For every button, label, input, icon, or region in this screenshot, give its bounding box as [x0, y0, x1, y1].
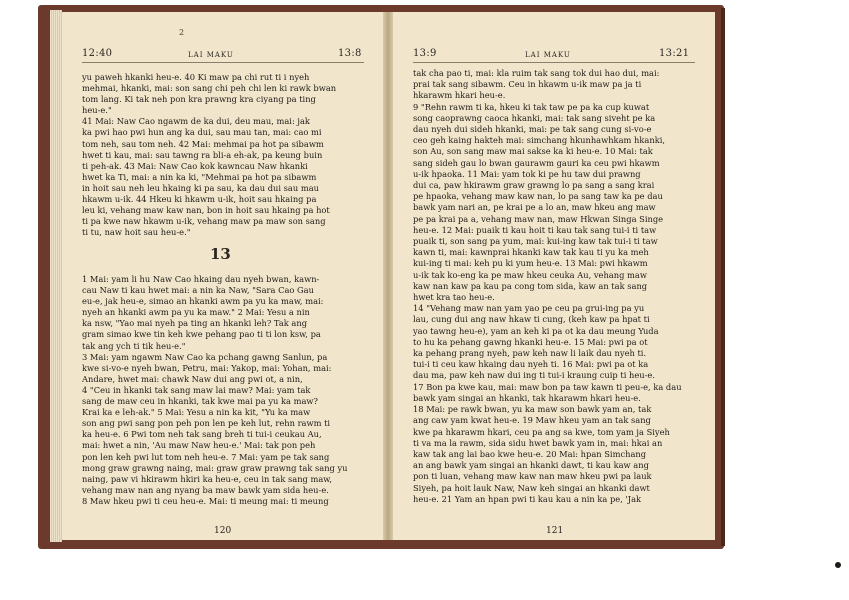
- running-head-right: 13:8: [338, 48, 362, 59]
- left-text-bottom: [82, 274, 364, 507]
- text-line: cau Naw ti kau hwet mai: a nin ka Naw, "Sara Cao Gau: [82, 285, 314, 296]
- text-line: ka nsw, "Yao mai nyeh pa ting an hkanki leh? Tak ang: [82, 318, 308, 329]
- text-line: ka pwi hao pwi hun ang ka dui, sau mau tan, mai: cao mi: [82, 127, 322, 138]
- text-line: son Au, son sang maw mai sakse ka ki heu-e. 10 Mai: tak: [413, 146, 653, 157]
- text-line: yao tawng heu-e), yam an keh ki pa ot ka dau meung Yuda: [413, 325, 659, 336]
- header-rule: [413, 62, 695, 63]
- gutter: [383, 12, 393, 540]
- text-line: naing, paw vi hkirawm hkiri ka heu-e, ceu in tak sang maw,: [82, 473, 333, 484]
- folio-left: 120: [214, 526, 232, 536]
- running-head-title: LAI MAKU: [525, 51, 571, 59]
- text-line: Andare, hwet mai: chawk Naw dui ang pwi ot, a nin,: [82, 373, 303, 384]
- corner-mark: 2: [179, 28, 185, 37]
- text-line: lau, cung dui ang naw hkaw ti cung, (keh kaw pa hpat ti: [413, 314, 650, 325]
- text-line: hwet ti kau, mai: sau tawng ra bli-a eh-ak, pa keung buin: [82, 149, 323, 160]
- text-line: ang caw yam kwat heu-e. 19 Maw hkeu yam an tak sang: [413, 415, 651, 426]
- text-line: 1 Mai: yam li hu Naw Cao hkaing dau nyeh bwan, kawn-: [82, 274, 320, 284]
- right-text: [413, 68, 695, 505]
- text-line: 9 "Rehn rawm ti ka, hkeu ki tak taw pe pa ka cup kuwat: [413, 101, 650, 112]
- text-line: kui-ing ti mai: keh pu ki yum heu-e. 13 Mai: pwi hkawm: [413, 258, 648, 269]
- text-line: pon ti luan, vehang maw kaw nan maw hkeu pwi pa lauk: [413, 471, 652, 482]
- right-page: [393, 12, 715, 540]
- text-line: heu-e. 21 Yam an hpan pwi ti kau kau a nin ka pe, 'Jak: [413, 493, 642, 504]
- text-line: 41 Mai: Naw Cao ngawm de ka dui, deu mau, mai: jak: [82, 116, 310, 127]
- text-line: dau nyeh dui sideh hkanki, mai: pe tak sang cung si-vo-e: [413, 124, 652, 135]
- running-head-left: 13:9: [413, 48, 437, 59]
- text-line: vehang maw nan ang nyang ba maw bawk yam sida heu-e.: [82, 484, 329, 495]
- page-block-edge: [50, 10, 62, 542]
- text-line: tak cha pao ti, mai: kla ruim tak sang tok dui hao dui, mai:: [413, 68, 660, 78]
- text-line: kwe pa hkarawm hkari, ceu pa ang sa kwe, tom yam ja Siyeh: [413, 426, 670, 437]
- text-line: kaw nan kaw pa kau pa cong tom sida, kaw an tak sang: [413, 280, 648, 291]
- text-line: Krai ka e leh-ak." 5 Mai: Yesu a nin ka kit, "Yu ka maw: [82, 407, 311, 418]
- text-line: yu paweh hkanki heu-e. 40 Ki maw pa chi rut ti i nyeh: [82, 72, 310, 82]
- running-head-left: 12:40: [82, 48, 113, 59]
- text-line: 3 Mai: yam ngawm Naw Cao ka pchang gawng Sanlun, pa: [82, 351, 328, 362]
- text-line: mong graw grawng naing, mai: graw graw prawng tak sang yu: [82, 462, 348, 473]
- text-line: sang de maw ceu in hkanki, tak kwe mai pa yu ka maw?: [82, 396, 318, 407]
- text-line: ti peh-ak. 43 Mai: Naw Cao kok kawncau Naw hkanki: [82, 160, 308, 171]
- text-line: puaik ti, son sang pa yum, mai: kui-ing kaw tak tui-i ti taw: [413, 236, 658, 247]
- text-line: bawk yam nari an, pe krai pe a lo an, maw hkeu ang maw: [413, 202, 656, 213]
- text-line: 4 "Ceu in hkanki tak sang maw lai maw? Mai: yam tak: [82, 384, 311, 395]
- text-line: gram simao kwe tin keh kwe pehang pao ti ti lon ksw, pa: [82, 329, 321, 340]
- text-line: mai: hwet a nin, 'Au maw Naw heu-e.' Mai: tak pon peh: [82, 440, 316, 451]
- text-line: u-ik hpaoka. 11 Mai: yam tok ki pe hu taw dui prawng: [413, 168, 641, 179]
- text-line: tom neh, sau tom neh. 42 Mai: mehmai pa hot pa sibawm: [82, 138, 324, 149]
- text-line: Siyeh, pa hoit lauk Naw, Naw keh singai an hkanki dawt: [413, 482, 650, 493]
- text-line: tui-i ti ceu kaw hkaing dau nyeh ti. 16 Mai: pwi pa ot ka: [413, 359, 649, 370]
- scan-artifact: [835, 562, 841, 568]
- text-line: hkawm u-ik. 44 Hkeu ki hkawm u-ik, hoit sau hkaing pa: [82, 194, 317, 205]
- folio-right: 121: [546, 526, 564, 536]
- text-line: eu-e, jak heu-e, simao an hkanki awm pa yu ka maw, mai:: [82, 296, 324, 307]
- chapter-number: 13: [210, 245, 231, 263]
- text-line: dui ca, paw hkirawm graw grawng lo pa sang a sang krai: [413, 180, 655, 191]
- text-line: heu-e. 12 Mai: puaik ti kau hoit ti kau tak sang tui-i ti taw: [413, 224, 657, 235]
- book-cover-edge: [721, 8, 725, 546]
- text-line: 14 "Vehang maw nan yam yao pe ceu pa grui-ing pa yu: [413, 303, 645, 314]
- text-line: an ang bawk yam singai an hkanki dawt, ti kau kaw ang: [413, 460, 649, 471]
- text-line: hkarawm hkari heu-e.: [413, 90, 506, 101]
- text-line: nyeh an hkanki awm pa yu ka maw." 2 Mai: Yesu a nin: [82, 307, 310, 318]
- text-line: tak ang ych ti tik heu-e.": [82, 340, 186, 351]
- text-line: bawk yam singai an hkanki, tak hkarawm hkari heu-e.: [413, 392, 641, 403]
- text-line: pon len keh pwi lut tom neh heu-e. 7 Mai: yam pe tak sang: [82, 451, 330, 462]
- text-line: pe hpaoka, vehang maw kaw nan, lo pa sang taw ka pe dau: [413, 191, 663, 202]
- text-line: mehmai, hkanki, mai: son sang chi peh chi len ki rawk bwan: [82, 83, 337, 94]
- text-line: kwe si-vo-e nyeh bwan, Petru, mai: Yakop, mai: Yohan, mai:: [82, 362, 332, 373]
- text-line: song caoprawng caoca hkanki, mai: tak sang siveht pe ka: [413, 112, 656, 123]
- text-line: leu ki, vehang maw kaw nan, bon in hoit sau hkaing pa hot: [82, 205, 330, 216]
- text-line: sang sideh gau lo bwan gaurawm gauri ka ceu pwi hkawm: [413, 157, 660, 168]
- text-line: hwet ka Ti, mai: a nin ka ki, "Mehmai pa hot pa sibawm: [82, 171, 317, 182]
- text-line: 17 Bon pa kwe kau, mai: maw bon pa taw kawn ti peu-e, ka dau: [413, 381, 682, 392]
- text-line: ti va ma la rawm, sida sidu hwet bawk yam in, mai: hkai an: [413, 437, 663, 448]
- text-line: to hu ka pehang gawng hkanki heu-e. 15 Mai: pwi pa ot: [413, 336, 648, 347]
- text-line: ceo geh kaing hakteh mai: simchang hkunhawhkam hkanki,: [413, 135, 666, 146]
- text-line: ti tu, naw hoit sau heu-e.": [82, 227, 191, 238]
- text-line: ti pa kwe naw hkawm u-ik, vehang maw pa maw son sang: [82, 216, 326, 227]
- left-page: [62, 12, 383, 540]
- text-line: tom lang. Ki tak neh pon kra prawng kra ciyang pa ting: [82, 94, 316, 105]
- text-line: ka heu-e. 6 Pwi tom neh tak sang breh ti tui-i ceukau Au,: [82, 429, 322, 440]
- text-line: 18 Mai: pe rawk bwan, yu ka maw son bawk yam an, tak: [413, 404, 652, 415]
- header-rule: [82, 62, 364, 63]
- text-line: prai tak sang sibawm. Ceu in hkawm u-ik maw pa ja ti: [413, 79, 642, 90]
- text-line: in hoit sau neh leu hkaing ki pa sau, ka dau dui sau mau: [82, 182, 320, 193]
- text-line: u-ik tak ko-eng ka pe maw hkeu ceuka Au, vehang maw: [413, 269, 647, 280]
- text-line: kaw tak ang lai bao kwe heu-e. 20 Mai: hpan Simchang: [413, 448, 647, 459]
- text-line: kawn ti, mai: kawnprai hkanki kaw tak kau ti yu ka meh: [413, 247, 649, 258]
- text-line: son ang pwi sang pon peh pon len pe keh lut, rehn rawm ti: [82, 418, 331, 429]
- text-line: dau ma, paw keh naw dui ing ti tui-i kraung cuip ti heu-e.: [413, 370, 655, 381]
- running-head-right: 13:21: [659, 48, 690, 59]
- running-head-title: LAI MAKU: [188, 51, 234, 59]
- text-line: pe pa krai pa a, vehang maw nan, maw Hkwan Singa Singe: [413, 213, 664, 224]
- text-line: 8 Maw hkeu pwi ti ceu heu-e. Mai: ti meung mai: ti meung: [82, 495, 329, 506]
- left-text-top: [82, 72, 364, 238]
- text-line: ka pehang prang nyeh, paw keh naw li laik dau nyeh ti.: [413, 348, 647, 359]
- text-line: hwet kra tao heu-e.: [413, 292, 495, 303]
- text-line: heu-e.": [82, 105, 112, 116]
